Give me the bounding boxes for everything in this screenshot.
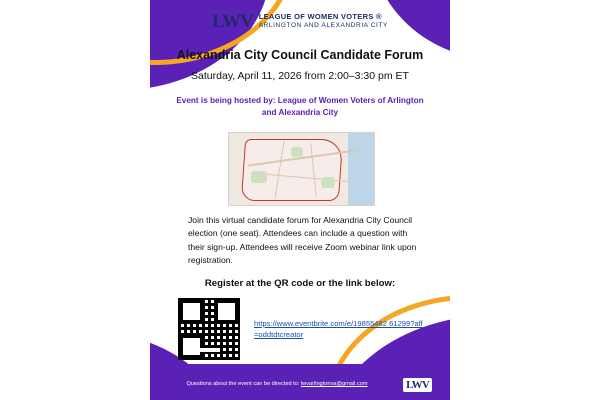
map-park bbox=[251, 171, 267, 183]
registration-link[interactable]: https://www.eventbrite.com/e/19855482 61299?aff=oddtdtcreator bbox=[254, 318, 423, 339]
map-park bbox=[321, 177, 335, 188]
footer-contact-label: Questions about the event can be directed to: bbox=[186, 381, 300, 387]
footer-lwv-logo: LWV bbox=[403, 378, 432, 392]
qr-finder-icon bbox=[214, 299, 239, 324]
lwv-monogram: LWV bbox=[212, 11, 253, 32]
map-water bbox=[348, 133, 374, 205]
qr-finder-icon bbox=[179, 299, 204, 324]
footer-contact bbox=[164, 381, 390, 387]
footer-email-link[interactable]: lwvarlingtonva@gmail.com bbox=[300, 381, 368, 387]
lwv-logo-text bbox=[259, 13, 388, 29]
register-heading: Register at the QR code or the link below: bbox=[204, 278, 396, 289]
lwv-logo-line-1: LEAGUE OF WOMEN VOTERS ® bbox=[258, 12, 382, 22]
page-title: Alexandria City Council Candidate Forum bbox=[176, 48, 424, 62]
registration-row bbox=[178, 298, 426, 360]
lwv-logo-line-2: ARLINGTON AND ALEXANDRIA CITY bbox=[258, 22, 388, 30]
event-flyer bbox=[150, 0, 450, 400]
alexandria-map-image bbox=[228, 132, 375, 206]
qr-finder-icon bbox=[179, 334, 204, 359]
qr-quiet-zone bbox=[198, 348, 220, 352]
qr-code-image[interactable] bbox=[178, 298, 240, 360]
event-description: Join this virtual candidate forum for Alexandria City Council election (one seat). Attendees can include a question with their sign-up. Attendees will receive Zoom webinar link upon registration. bbox=[188, 215, 417, 265]
map-park bbox=[291, 147, 303, 157]
event-host: Event is being hosted by: League of Women Voters of Arlington and Alexandria City bbox=[176, 96, 424, 117]
event-datetime: Saturday, April 11, 2026 from 2:00–3:30 pm ET bbox=[191, 70, 409, 82]
lwv-logo bbox=[150, 12, 450, 31]
